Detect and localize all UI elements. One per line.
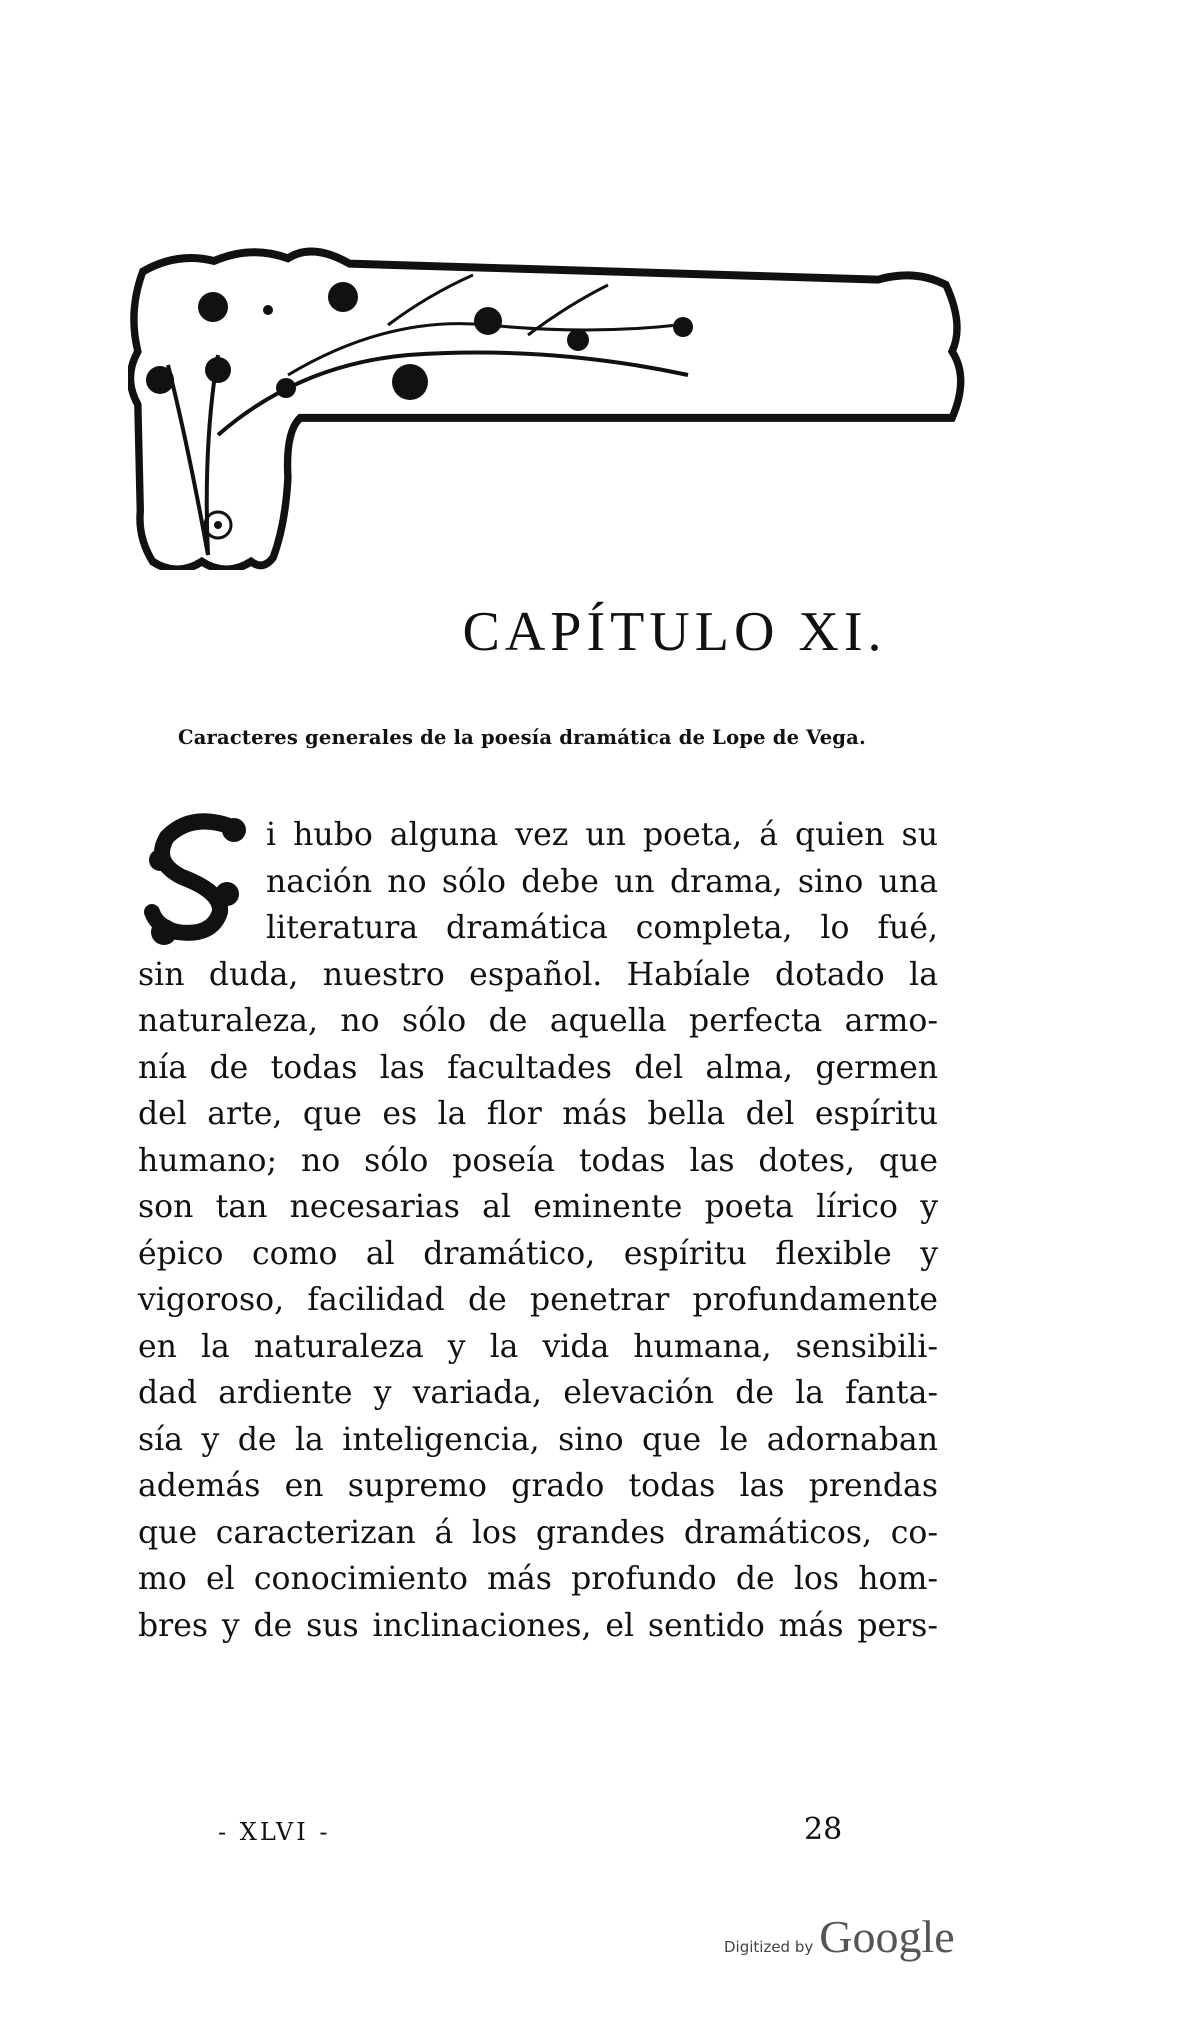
page-number: 28 bbox=[804, 1812, 843, 1847]
text-line: bres y de sus inclinaciones, el sentido más pers- bbox=[138, 1607, 938, 1644]
text-line: épico como al dramático, espíritu flexible y bbox=[138, 1235, 938, 1272]
text-line: sin duda, nuestro español. Habíale dotado la bbox=[138, 956, 938, 993]
chapter-subtitle: Caracteres generales de la poesía dramática de Lope de Vega. bbox=[178, 726, 866, 749]
ornament-flower bbox=[198, 292, 228, 322]
body-paragraph bbox=[138, 812, 938, 1649]
text-line: dad ardiente y variada, elevación de la fanta- bbox=[138, 1375, 938, 1411]
text-line: mo el conocimiento más profundo de los hom- bbox=[138, 1561, 938, 1597]
text-line: sía y de la inteligencia, sino que le adornaban bbox=[138, 1421, 938, 1458]
ornament-flower bbox=[146, 366, 174, 394]
chapter-title: CAPÍTULO XI. bbox=[462, 601, 887, 663]
text-line: del arte, que es la flor más bella del espíritu bbox=[138, 1096, 938, 1132]
text-line: literatura dramática completa, lo fué, bbox=[266, 910, 938, 946]
text-line: en la naturaleza y la vida humana, sensibili- bbox=[138, 1328, 938, 1365]
text-line: i hubo alguna vez un poeta, á quien su bbox=[266, 817, 938, 853]
text-line: son tan necesarias al eminente poeta lírico y bbox=[138, 1189, 938, 1225]
text-line: nía de todas las facultades del alma, germen bbox=[138, 1049, 938, 1086]
text-line: nación no sólo debe un drama, sino una bbox=[266, 863, 938, 900]
text-line: naturaleza, no sólo de aquella perfecta armo- bbox=[138, 1003, 938, 1039]
watermark-logo-text: Google bbox=[819, 1911, 955, 1962]
ornament-flower bbox=[392, 364, 428, 400]
ornament-flower bbox=[328, 282, 358, 312]
watermark-small-text: Digitized by bbox=[724, 1938, 814, 1956]
ornament-stem bbox=[528, 285, 608, 335]
text-line: además en supremo grado todas las prendas bbox=[138, 1468, 938, 1504]
text-line: que caracterizan á los grandes dramáticos, co- bbox=[138, 1514, 938, 1551]
text-line: vigoroso, facilidad de penetrar profundamente bbox=[138, 1282, 938, 1318]
ornament-flower bbox=[276, 378, 296, 398]
ornament-flower bbox=[567, 329, 589, 351]
ornament-frame bbox=[130, 251, 960, 569]
roman-folio: - XLVI - bbox=[218, 1818, 331, 1846]
ornament-flower bbox=[205, 357, 231, 383]
text-line: humano; no sólo poseía todas las dotes, que bbox=[138, 1142, 938, 1179]
ornament-flower bbox=[673, 317, 693, 337]
floral-header-ornament bbox=[128, 245, 983, 570]
ornament-emblem-dot bbox=[214, 521, 222, 529]
ornament-flower bbox=[474, 307, 502, 335]
ornament-stem bbox=[388, 275, 473, 325]
ornament-stem bbox=[168, 365, 208, 555]
digitized-watermark bbox=[724, 1910, 955, 1970]
ornament-flower bbox=[263, 305, 273, 315]
